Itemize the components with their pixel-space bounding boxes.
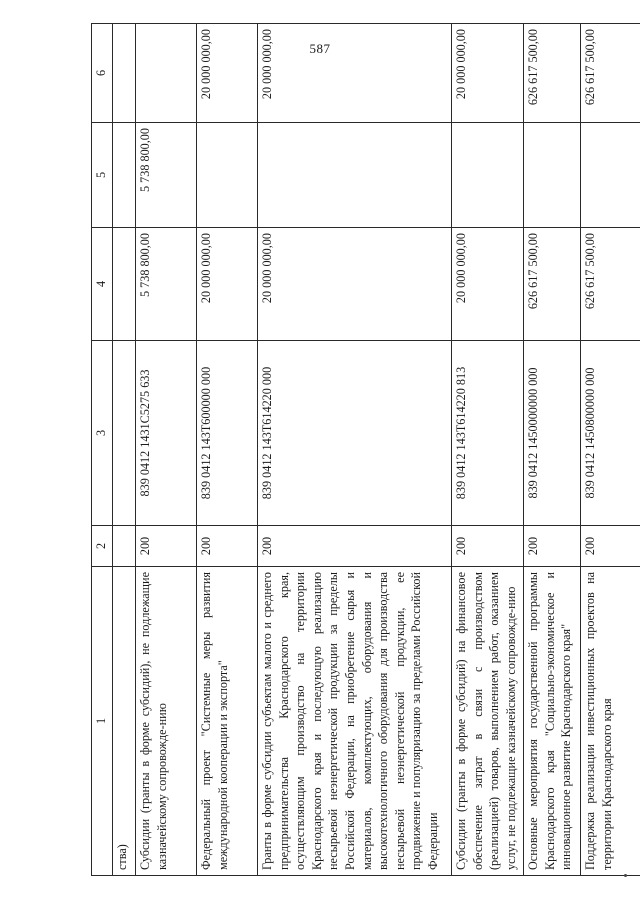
- table-header-row: [92, 24, 113, 876]
- row-code: 200: [258, 526, 452, 567]
- row-col6: 20 000 000,00: [452, 24, 524, 123]
- row-col5: 5 738 800,00: [136, 123, 197, 228]
- row-col4: 5 738 800,00: [136, 228, 197, 341]
- row-name: ства): [113, 567, 136, 876]
- table-row: [113, 24, 136, 876]
- row-col4: 20 000 000,00: [197, 228, 258, 341]
- header-cell: 3: [92, 341, 113, 526]
- row-code: 200: [452, 526, 524, 567]
- row-col4: 20 000 000,00: [452, 228, 524, 341]
- row-name: Гранты в форме субсидии субъектам малого и среднего предпринимательства Краснодарского края, осуществляющим производство на территории Краснодарского края и последующую реализацию несырьевой неэнергетической продукции за пределы Российской Федерации, на приобретение сырья и материалов, комплектующих, оборудования и высокотехнологичного оборудования для производства несырьевой неэнергетической продукции, ее продвижение и популяризацию за пределами Российской Федерации: [258, 567, 452, 876]
- row-kbk: [113, 341, 136, 526]
- row-name: Субсидии (гранты в форме субсидий), не подлежащие казначейскому сопровожде-нию: [136, 567, 197, 876]
- row-kbk: 839 0412 1431С5275 633: [136, 341, 197, 526]
- row-kbk: 839 0412 143Т600000 000: [197, 341, 258, 526]
- row-col4: 626 617 500,00: [524, 228, 581, 341]
- row-name: Поддержка реализации инвестиционных проектов на территории Краснодарского края: [581, 567, 640, 876]
- table-row: [136, 24, 197, 876]
- row-col6: 626 617 500,00: [581, 24, 640, 123]
- header-cell: 1: [92, 567, 113, 876]
- row-col5: [452, 123, 524, 228]
- row-col6: 20 000 000,00: [258, 24, 452, 123]
- row-name: Субсидии (гранты в форме субсидий) на финансовое обеспечение затрат в связи с производством (реализацией) товаров, выполнением работ, оказанием услуг, не подлежащие казначейскому сопровожде-нию: [452, 567, 524, 876]
- table-row: [197, 24, 258, 876]
- row-col6: [136, 24, 197, 123]
- row-kbk: 839 0412 143Т614220 000: [258, 341, 452, 526]
- table-row: [524, 24, 581, 876]
- row-col6: 20 000 000,00: [197, 24, 258, 123]
- header-cell: 5: [92, 123, 113, 228]
- row-code: [113, 526, 136, 567]
- row-code: 200: [197, 526, 258, 567]
- header-cell: 4: [92, 228, 113, 341]
- row-col5: [113, 123, 136, 228]
- row-col4: 626 617 500,00: [581, 228, 640, 341]
- header-cell: 2: [92, 526, 113, 567]
- row-col5: [258, 123, 452, 228]
- row-col4: [113, 228, 136, 341]
- table-row: [452, 24, 524, 876]
- row-name: Федеральный проект "Системные меры развития международной кооперации и экспорта": [197, 567, 258, 876]
- row-col5: [197, 123, 258, 228]
- table-row: [581, 24, 640, 876]
- row-col6: 626 617 500,00: [524, 24, 581, 123]
- row-name: Основные мероприятия государственной программы Краснодарского края "Социально-экономическое и инновационное развитие Краснодарского края": [524, 567, 581, 876]
- row-kbk: 839 0412 1450800000 000: [581, 341, 640, 526]
- row-col5: [524, 123, 581, 228]
- page-number: 587: [309, 41, 331, 56]
- row-col5: [581, 123, 640, 228]
- row-kbk: 839 0412 1450000000 000: [524, 341, 581, 526]
- table-row: [258, 24, 452, 876]
- row-code: 200: [581, 526, 640, 567]
- header-cell: 6: [92, 24, 113, 123]
- row-code: 200: [136, 526, 197, 567]
- row-code: 200: [524, 526, 581, 567]
- row-kbk: 839 0412 143Т614220 813: [452, 341, 524, 526]
- row-col4: 20 000 000,00: [258, 228, 452, 341]
- row-col6: [113, 24, 136, 123]
- scan-speck: [624, 874, 627, 877]
- budget-table: [91, 23, 640, 876]
